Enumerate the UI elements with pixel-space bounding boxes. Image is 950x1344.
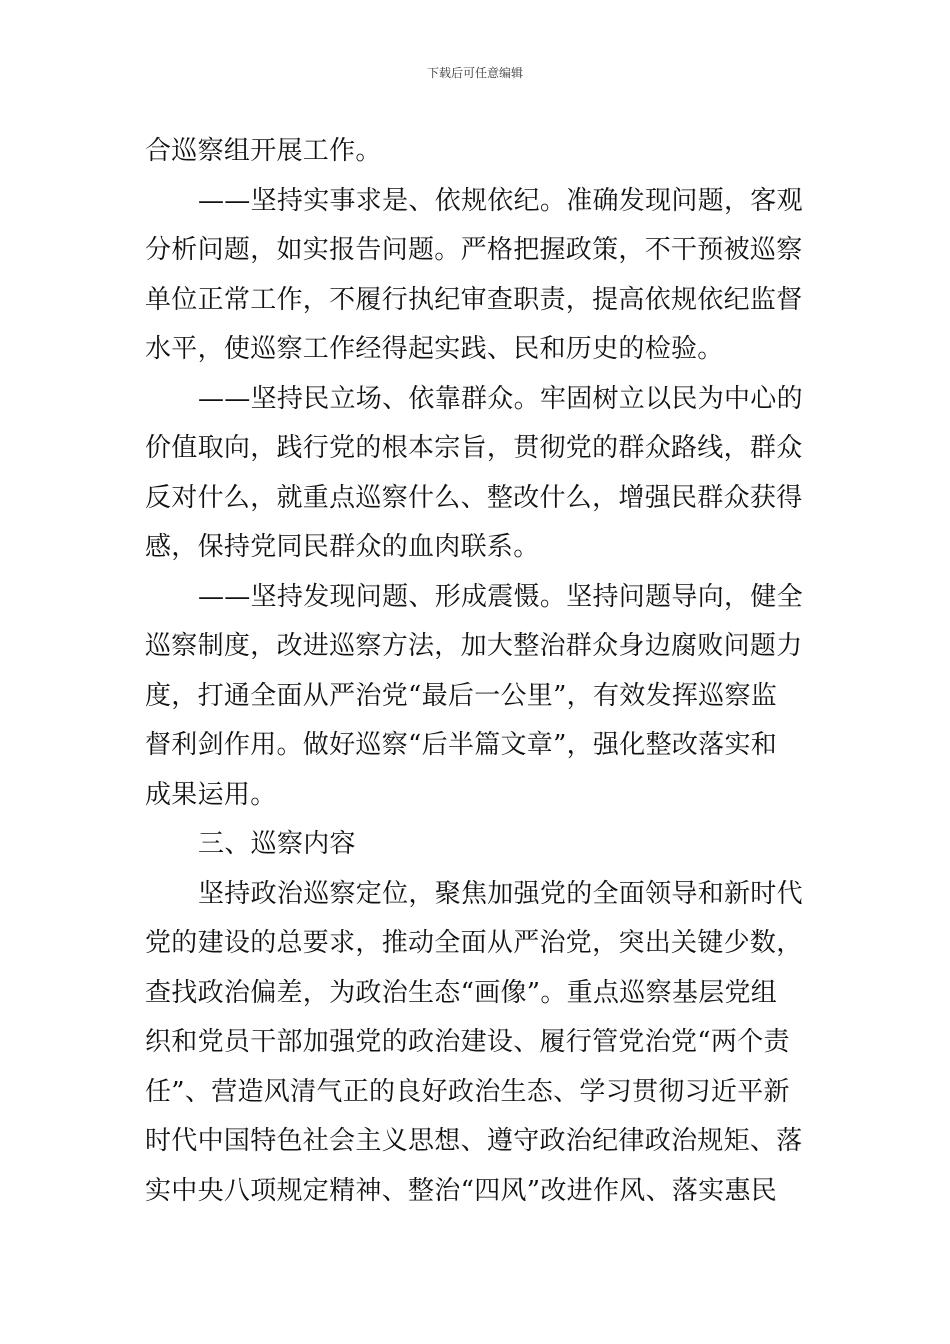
text-line: 价值取向，践行党的根本宗旨，贯彻党的群众路线，群众 bbox=[145, 433, 803, 463]
text-line: 查找政治偏差，为政治生态“画像”。重点巡察基层党组 bbox=[145, 977, 778, 1008]
text-line: 单位正常工作，不履行执纪审查职责，提高依规依纪监督 bbox=[145, 284, 803, 315]
text-line: 巡察制度，改进巡察方法，加大整治群众身边腐败问题力 bbox=[145, 631, 803, 661]
text-line: 合巡察组开展工作。 bbox=[145, 136, 382, 166]
page-header: 下载后可任意编辑 bbox=[426, 66, 523, 80]
text-line: 督利剑作用。做好巡察“后半篇文章”，强化整改落实和 bbox=[145, 730, 778, 760]
text-line: 织和党员干部加强党的政治建设、履行管党治党“两个责 bbox=[145, 1027, 790, 1057]
text-line: 感，保持党同民群众的血肉联系。 bbox=[145, 532, 540, 562]
text-line: 成果运用。 bbox=[145, 779, 277, 810]
text-line: 时代中国特色社会主义思想、遵守政治纪律政治规矩、落 bbox=[145, 1126, 803, 1156]
text-line: 度，打通全面从严治党“最后一公里”，有效发挥巡察监 bbox=[145, 680, 778, 711]
text-line: 水平，使巡察工作经得起实践、民和历史的检验。 bbox=[145, 334, 724, 364]
document-body bbox=[145, 127, 810, 1216]
text-line: ——坚持民立场、依靠群众。牢固树立以民为中心的 bbox=[198, 383, 803, 414]
text-line: 反对什么，就重点巡察什么、整改什么，增强民群众获得 bbox=[145, 482, 803, 513]
text-line: 任”、营造风清气正的良好政治生态、学习贯彻习近平新 bbox=[145, 1076, 790, 1107]
text-line: 实中央八项规定精神、整治“四风”改进作风、落实惠民 bbox=[145, 1175, 778, 1206]
text-line: 党的建设的总要求，推动全面从严治党，突出关键少数， bbox=[145, 928, 803, 958]
text-line: ——坚持发现问题、形成震慑。坚持问题导向，健全 bbox=[198, 581, 803, 612]
text-line: ——坚持实事求是、依规依纪。准确发现问题，客观 bbox=[198, 185, 803, 216]
section-heading: 三、巡察内容 bbox=[198, 829, 356, 859]
text-line: 坚持政治巡察定位，聚焦加强党的全面领导和新时代 bbox=[198, 878, 803, 909]
text-line: 分析问题，如实报告问题。严格把握政策，不干预被巡察 bbox=[145, 235, 803, 265]
